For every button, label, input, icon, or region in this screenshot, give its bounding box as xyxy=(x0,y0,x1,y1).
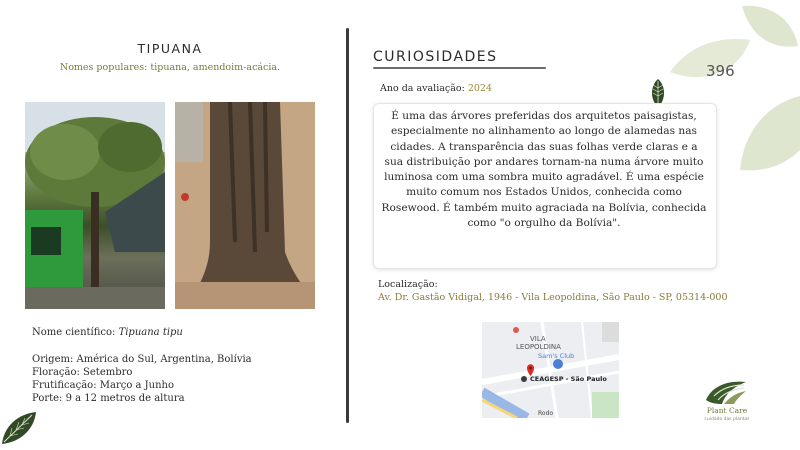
scientific-name-label: Nome científico: xyxy=(32,327,119,338)
map-area-label-1: VILA xyxy=(530,335,546,343)
trunk-photo xyxy=(175,102,315,309)
column-divider xyxy=(346,28,349,423)
year-value: 2024 xyxy=(467,83,493,94)
page-number: 396 xyxy=(706,62,735,80)
curiosities-title: CURIOSIDADES xyxy=(373,49,498,65)
brand-tagline: cuidado das plantas xyxy=(704,417,750,422)
tree-photo xyxy=(25,102,165,309)
brand-name: Plant Care xyxy=(706,406,748,415)
size: Porte: 9 a 12 metros de altura xyxy=(32,393,185,404)
plant-care-logo-icon xyxy=(704,378,748,406)
leaf-icon xyxy=(0,406,38,446)
map-road-label: Rodo xyxy=(538,410,554,417)
year-label: Ano da avaliação: xyxy=(380,83,468,94)
popular-names: Nomes populares: tipuana, amendoim-acácia. xyxy=(59,62,281,73)
flowering: Floração: Setembro xyxy=(32,367,133,378)
location-label: Localização: xyxy=(378,279,438,290)
leaf-shape xyxy=(742,6,798,47)
tree-title: TIPUANA xyxy=(137,41,203,56)
trunk-photo-art xyxy=(175,102,315,309)
origin: Origem: América do Sul, Argentina, Bolívia xyxy=(32,354,252,365)
tree-photo-art xyxy=(25,102,165,309)
scientific-name: Tipuana tipu xyxy=(118,327,183,338)
fruiting: Frutificação: Março a Junho xyxy=(32,380,175,391)
map-poi-1: Sam's Club xyxy=(538,352,575,360)
scientific-name-line xyxy=(32,327,183,338)
map-area-label-2: LEOPOLDINA xyxy=(516,343,561,351)
evaluation-year xyxy=(380,83,492,94)
map-art xyxy=(482,322,619,418)
address: Av. Dr. Gastão Vidigal, 1946 - Vila Leopoldina, São Paulo - SP, 05314-000 xyxy=(378,292,728,303)
location-map[interactable] xyxy=(482,322,619,418)
title-underline xyxy=(373,67,546,69)
leaf-shape xyxy=(740,96,800,170)
curiosity-text: É uma das árvores preferidas dos arquitetos paisagistas, especialmente no alinhamento ao longo de alamedas nas cidades. A transparência das suas folhas verde claras e a sua distribuição por andares tornam-na numa árvore muito luminosa com uma sombra muito agradável. É uma espécie muito comum nos Estados Unidos, conhecida como Rosewood. É também muito agraciada na Bolívia, conhecida como "o orgulho da Bolívia". xyxy=(381,110,707,230)
map-poi-2: CEAGESP - São Paulo xyxy=(530,375,607,383)
